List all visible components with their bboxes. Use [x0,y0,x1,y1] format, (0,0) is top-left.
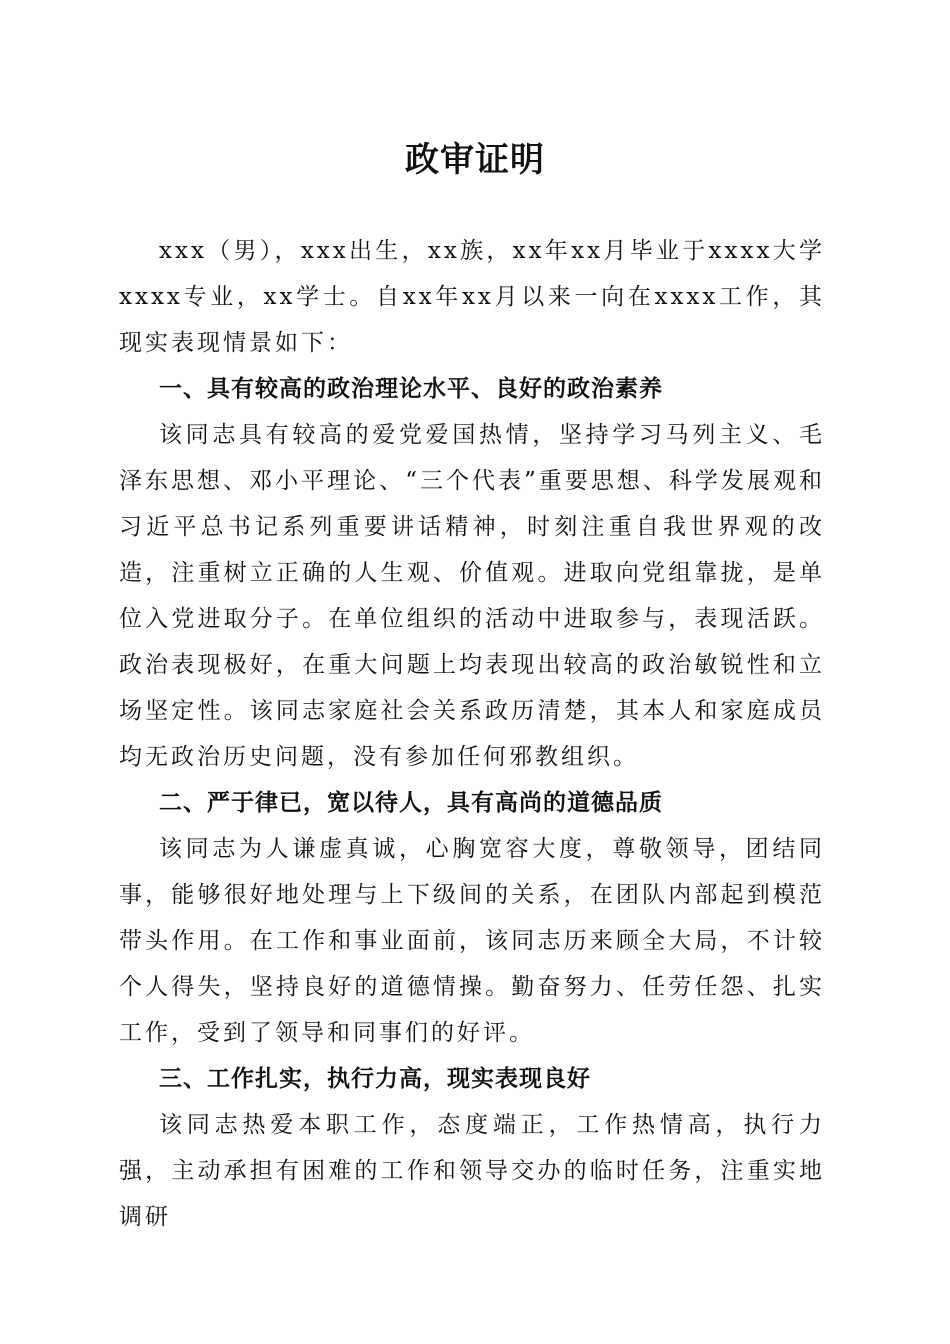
section-paragraph-1: 该同志具有较高的爱党爱国热情，坚持学习马列主义、毛泽东思想、邓小平理论、“三个代表”重要思想、科学发展观和习近平总书记系列重要讲话精神，时刻注重自我世界观的改造，注重树立正确的人生观、价值观。进取向党组靠拢，是单位入党进取分子。在单位组织的活动中进取参与，表现活跃。政治表现极好，在重大问题上均表现出较高的政治敏锐性和立场坚定性。该同志家庭社会关系政历清楚，其本人和家庭成员均无政治历史问题，没有参加任何邪教组织。 [119,422,825,770]
section-heading-3: 三、工作扎实，执行力高，现实表现良好 [159,1066,591,1092]
section-heading-1: 一、具有较高的政治理论水平、良好的政治素养 [159,376,663,402]
section-heading-2: 二、严于律已，宽以待人，具有高尚的道德品质 [159,790,663,816]
intro-paragraph: xxx（男），xxx出生，xx族，xx年xx月毕业于xxxx大学xxxx专业，xx学士。自xx年xx月以来一向在xxxx工作，其现实表现情景如下： [119,238,825,356]
document-body [119,228,825,1240]
section-paragraph-3: 该同志热爱本职工作，态度端正，工作热情高，执行力强，主动承担有困难的工作和领导交办的临时任务，注重实地调研 [119,1112,825,1230]
page-title: 政审证明 [405,140,545,180]
section-paragraph-2: 该同志为人谦虚真诚，心胸宽容大度，尊敬领导，团结同事，能够很好地处理与上下级间的关系，在团队内部起到模范带头作用。在工作和事业面前，该同志历来顾全大局，不计较个人得失，坚持良好的道德情操。勤奋努力、任劳任怨、扎实工作，受到了领导和同事们的好评。 [119,836,825,1046]
